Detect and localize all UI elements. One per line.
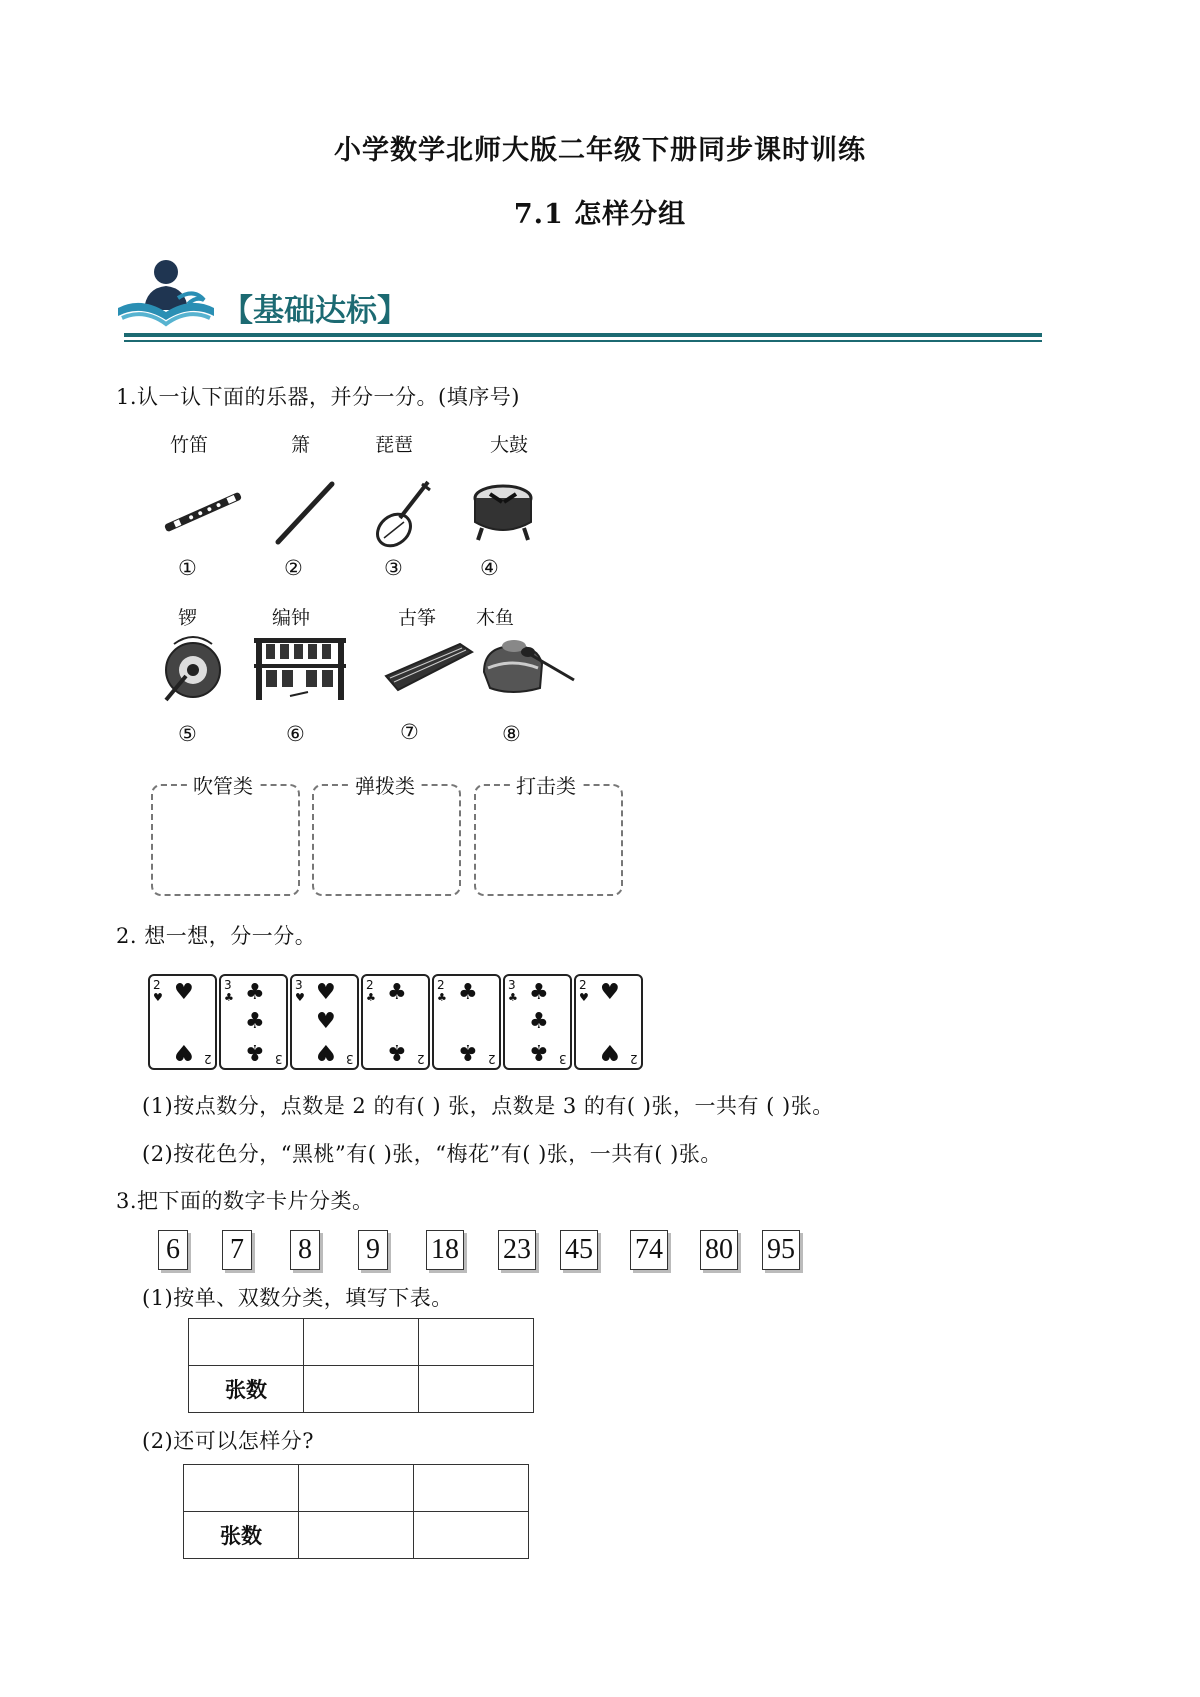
section-label: 【基础达标】: [222, 293, 408, 329]
number-card: 23: [498, 1230, 536, 1270]
card-suit-pip: ♥: [174, 1039, 194, 1064]
instrument-number: ⑦: [400, 720, 419, 744]
wind-group-box[interactable]: [151, 784, 300, 896]
table-row-label: 张数: [184, 1512, 299, 1559]
section-divider-bottom: [124, 340, 1042, 342]
card-suit-pip: ♣: [387, 980, 407, 1005]
instrument-number: ⑤: [178, 722, 197, 746]
number-card: 6: [158, 1230, 188, 1270]
card-suit-pip: ♣: [245, 980, 265, 1005]
table-cell[interactable]: [299, 1465, 414, 1512]
card-suit-pip: ♥: [316, 980, 336, 1005]
table-cell[interactable]: [414, 1465, 529, 1512]
instrument-label: 大鼓: [490, 434, 529, 456]
instrument-number: ④: [480, 556, 499, 580]
card-rank: 3: [275, 1052, 283, 1066]
card-suit-pip: ♥: [600, 1039, 620, 1064]
playing-card: [361, 974, 430, 1070]
card-suit-pip: ♣: [458, 980, 478, 1005]
instrument-number: ⑥: [286, 722, 305, 746]
odd-even-table: [188, 1318, 534, 1413]
card-rank: 2: [366, 978, 374, 992]
card-rank: 3: [295, 978, 303, 992]
question-2-sub-2: (2)按花色分，“黑桃”有( )张，“梅花”有( )张，一共有( )张。: [142, 1142, 722, 1166]
number-card: 8: [290, 1230, 320, 1270]
pipa-icon: [370, 478, 436, 548]
instrument-label: 锣: [178, 607, 198, 629]
question-2-prompt: 2. 想一想，分一分。: [116, 924, 317, 948]
card-suit-small: ♣: [224, 991, 234, 1004]
card-rank: 2: [437, 978, 445, 992]
card-rank: 2: [630, 1052, 638, 1066]
instrument-label: 古筝: [398, 607, 437, 629]
table-cell[interactable]: [184, 1465, 299, 1512]
card-rank: 2: [488, 1052, 496, 1066]
instrument-label: 琵琶: [375, 434, 414, 456]
percussion-group-label: 打击类: [512, 770, 580, 799]
bianzhong-bells-icon: [250, 630, 350, 704]
percussion-group-box[interactable]: [474, 784, 623, 896]
question-3-prompt: 3.把下面的数字卡片分类。: [116, 1189, 374, 1213]
table-cell[interactable]: [304, 1319, 419, 1366]
card-suit-small: ♥: [579, 991, 589, 1004]
table-cell[interactable]: [299, 1512, 414, 1559]
table-cell[interactable]: [414, 1512, 529, 1559]
card-suit-pip: ♥: [600, 980, 620, 1005]
instrument-label: 木鱼: [476, 607, 515, 629]
guzheng-icon: [382, 636, 474, 698]
card-suit-pip: ♣: [529, 1009, 549, 1034]
table-cell[interactable]: [189, 1319, 304, 1366]
card-suit-pip: ♣: [387, 1039, 407, 1064]
big-drum-icon: [470, 478, 536, 544]
number-card: 74: [630, 1230, 668, 1270]
instrument-number: ⑧: [502, 722, 521, 746]
instrument-label: 箫: [291, 434, 311, 456]
card-rank: 2: [204, 1052, 212, 1066]
xiao-flute-icon: [270, 480, 340, 546]
table-cell[interactable]: [419, 1366, 534, 1413]
card-suit-small: ♣: [508, 991, 518, 1004]
table-row-label: 张数: [189, 1366, 304, 1413]
card-rank: 3: [224, 978, 232, 992]
plucked-group-box[interactable]: [312, 784, 461, 896]
card-suit-pip: ♥: [174, 980, 194, 1005]
card-rank: 3: [346, 1052, 354, 1066]
card-suit-pip: ♣: [529, 980, 549, 1005]
instrument-label: 竹笛: [170, 434, 209, 456]
card-suit-small: ♣: [366, 991, 376, 1004]
other-grouping-table: [183, 1464, 529, 1559]
number-card: 80: [700, 1230, 738, 1270]
number-card: 18: [426, 1230, 464, 1270]
reader-book-icon: [116, 258, 216, 330]
number-card: 7: [222, 1230, 252, 1270]
card-rank: 3: [559, 1052, 567, 1066]
number-card: 9: [358, 1230, 388, 1270]
instrument-number: ②: [284, 556, 303, 580]
table-cell[interactable]: [419, 1319, 534, 1366]
gong-icon: [160, 630, 226, 706]
playing-card: [432, 974, 501, 1070]
wind-group-label: 吹管类: [189, 770, 257, 799]
number-cards-row: [158, 1230, 858, 1278]
question-3-sub-1: (1)按单、双数分类，填写下表。: [142, 1286, 453, 1310]
card-suit-pip: ♣: [245, 1039, 265, 1064]
playing-cards-row: [148, 974, 648, 1070]
card-suit-pip: ♥: [316, 1039, 336, 1064]
instrument-number: ①: [178, 556, 197, 580]
question-3-sub-2: (2)还可以怎样分?: [142, 1429, 315, 1453]
card-rank: 2: [417, 1052, 425, 1066]
card-suit-pip: ♣: [458, 1039, 478, 1064]
plucked-group-label: 弹拨类: [351, 770, 419, 799]
card-suit-small: ♥: [295, 991, 305, 1004]
section-divider-top: [124, 333, 1042, 337]
question-1-prompt: 1.认一认下面的乐器，并分一分。(填序号): [116, 385, 520, 409]
number-card: 45: [560, 1230, 598, 1270]
playing-card: [148, 974, 217, 1070]
card-suit-pip: ♣: [529, 1039, 549, 1064]
instrument-label: 编钟: [272, 607, 311, 629]
question-2-sub-1: (1)按点数分，点数是 2 的有( ) 张，点数是 3 的有( )张，一共有 ( )张。: [142, 1094, 834, 1118]
card-suit-small: ♣: [437, 991, 447, 1004]
card-suit-pip: ♥: [316, 1009, 336, 1034]
number-card: 95: [762, 1230, 800, 1270]
card-rank: 2: [153, 978, 161, 992]
playing-card: [574, 974, 643, 1070]
card-rank: 2: [579, 978, 587, 992]
table-cell[interactable]: [304, 1366, 419, 1413]
card-suit-small: ♥: [153, 991, 163, 1004]
playing-card: [219, 974, 288, 1070]
instrument-number: ③: [384, 556, 403, 580]
card-rank: 3: [508, 978, 516, 992]
bamboo-flute-icon: [158, 482, 248, 542]
playing-card: [503, 974, 572, 1070]
playing-card: [290, 974, 359, 1070]
wooden-fish-icon: [478, 634, 578, 700]
page-title: 小学数学北师大版二年级下册同步课时训练: [334, 135, 866, 166]
lesson-subtitle: 7.1 怎样分组: [513, 199, 687, 230]
card-suit-pip: ♣: [245, 1009, 265, 1034]
